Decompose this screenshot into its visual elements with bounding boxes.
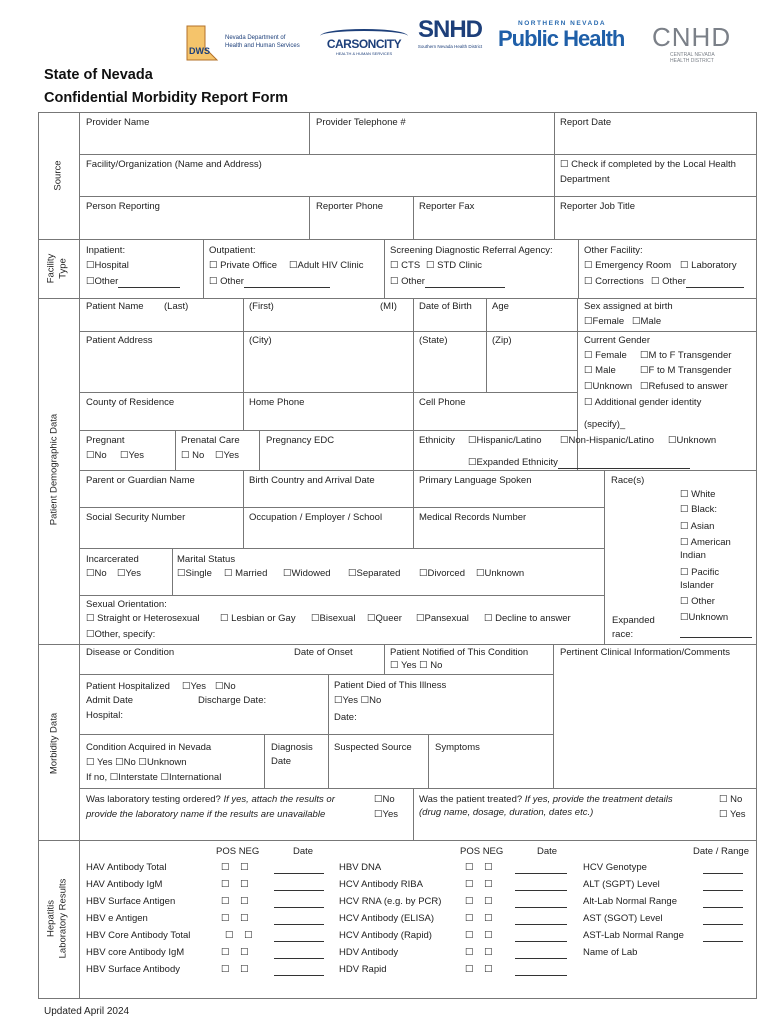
hep-pos-neg-checkboxes[interactable]: ☐ ☐ [225,930,257,941]
acquired-if-no-checkboxes[interactable]: If no, ☐Interstate ☐International [86,772,222,783]
hep-result-label: HCV Genotype [583,862,647,873]
hep-test-label: HBV Surface Antibody [86,964,180,975]
discharge-date-label[interactable]: Discharge Date: [198,695,267,706]
race-american-indian-checkbox[interactable]: ☐ American [680,537,731,548]
suspected-source-label[interactable]: Suspected Source [334,742,412,753]
prenatal-yes-checkbox[interactable]: ☐Yes [215,450,240,461]
hospitalized-no-checkbox[interactable]: ☐No [215,681,236,692]
marital-divorced-checkbox[interactable]: ☐Divorced [419,568,466,579]
hispanic-checkbox[interactable]: ☐Hispanic/Latino [468,435,542,446]
marital-status-label: Marital Status [177,554,236,565]
mi-label: (MI) [380,301,397,312]
gender-female-checkbox[interactable]: ☐ Female [584,350,627,361]
orientation-bisexual-checkbox[interactable]: ☐Bisexual [311,613,356,624]
disease-label[interactable]: Disease or Condition [86,647,175,658]
hospitalized-label: Patient Hospitalized [86,681,170,692]
col2-date-header: Date [537,846,558,857]
person-reporting-label[interactable]: Person Reporting [86,201,160,212]
hep-result-field[interactable] [703,873,743,874]
col1-date-header: Date [293,846,314,857]
hospital-name-label[interactable]: Hospital: [86,710,123,721]
hep-test-label: HCV Antibody (Rapid) [339,930,432,941]
gender-refused-checkbox[interactable]: ☐Refused to answer [640,381,728,392]
hep-date-field[interactable] [274,958,324,959]
form-title: Confidential Morbidity Report Form [44,90,289,106]
mrn-label[interactable]: Medical Records Number [419,512,527,523]
lab-testing-question-text: Was laboratory testing ordered? [86,794,224,805]
hep-pos-neg-checkboxes[interactable]: ☐ ☐ [221,964,253,975]
hep-test-label: HBV Core Antibody Total [86,930,191,941]
screening-other-checkbox[interactable] [390,275,505,288]
age-label[interactable]: Age [492,301,509,312]
gender-specify-field[interactable]: (specify)_ [584,419,626,430]
marital-unknown-checkbox[interactable]: ☐Unknown [476,568,525,579]
hep-date-field[interactable] [515,941,567,942]
ethnicity-unknown-checkbox[interactable]: ☐Unknown [668,435,717,446]
incarcerated-label: Incarcerated [86,554,139,565]
gender-mtf-checkbox[interactable]: ☐M to F Transgender [640,350,732,361]
local-health-checkbox[interactable]: ☐ Check if completed by the Local Health [560,159,736,170]
cell-phone-label[interactable]: Cell Phone [419,397,466,408]
nnph-top-text: NORTHERN NEVADA [518,20,607,27]
other-facility-label: Other Facility: [584,245,643,256]
orientation-straight-checkbox[interactable]: ☐ Straight or Heterosexual [86,613,200,624]
race-unknown-checkbox[interactable]: ☐Unknown [680,612,729,623]
state-label: (State) [419,335,448,346]
hep-date-field[interactable] [274,907,324,908]
race-black-checkbox[interactable]: ☐ Black: [680,504,718,515]
expanded-race-label: Expanded [612,615,655,626]
hep-date-field[interactable] [515,958,567,959]
ethnicity-label: Ethnicity [419,435,455,446]
acquired-nevada-checkboxes[interactable]: ☐ Yes ☐No ☐Unknown [86,757,187,768]
gender-ftm-checkbox[interactable]: ☐F to M Transgender [640,365,732,376]
hep-date-field[interactable] [274,890,324,891]
pregnant-no-checkbox[interactable]: ☐No [86,450,107,461]
other-facility-other-checkbox[interactable] [651,275,744,288]
lab-testing-question [86,793,335,806]
race-asian-checkbox[interactable]: ☐ Asian [680,521,715,532]
dhhs-logo [183,20,313,64]
reporter-job-label[interactable]: Reporter Job Title [560,201,635,212]
private-office-checkbox[interactable]: ☐ Private Office [209,260,278,271]
screening-label: Screening Diagnostic Referral Agency: [390,245,553,256]
expanded-ethnicity-text: ☐Expanded Ethnicity [468,457,558,468]
city-label: (City) [249,335,272,346]
col1-pos-neg-header: POS NEG [216,846,260,857]
provider-name-label[interactable]: Provider Name [86,117,150,128]
sex-female-checkbox[interactable]: ☐Female [584,316,625,327]
local-health-checkbox-line2: Department [560,174,610,185]
died-date-label[interactable]: Date: [334,712,357,723]
hep-pos-neg-checkboxes[interactable]: ☐ ☐ [465,930,497,941]
col2-pos-neg-header: POS NEG [460,846,504,857]
cnhd-subtext-2: HEALTH DISTRICT [670,58,714,64]
race-label: Race(s) [611,475,645,486]
hep-pos-neg-checkboxes[interactable]: ☐ ☐ [221,947,253,958]
hep-date-field[interactable] [274,975,324,976]
hep-pos-neg-checkboxes[interactable]: ☐ ☐ [465,896,497,907]
cnhd-subtext-1: CENTRAL NEVADA [670,52,715,58]
cnhd-text: CNHD [652,22,732,52]
nnph-text: Public Health [498,26,625,51]
symptoms-label[interactable]: Symptoms [435,742,480,753]
section-label-hepatitis: Hepatitis [45,900,57,937]
last-name-label: (Last) [164,301,189,312]
hep-pos-neg-checkboxes[interactable]: ☐ ☐ [221,913,253,924]
outpatient-label: Outpatient: [209,245,256,256]
died-checkboxes[interactable]: ☐Yes ☐No [334,695,382,706]
nevada-state-icon [183,22,223,62]
form-title-state: State of Nevada [44,67,153,83]
race-pacific-islander-checkbox[interactable]: ☐ Pacific [680,567,720,578]
section-label-lab-results: Laboratory Results [57,878,69,959]
hep-result-field[interactable] [703,890,743,891]
diagnosis-date-label[interactable]: Diagnosis [271,742,313,753]
facility-org-label[interactable]: Facility/Organization (Name and Address) [86,159,262,170]
gender-male-checkbox[interactable]: ☐ Male [584,365,616,376]
lab-testing-no-checkbox[interactable]: ☐No [374,794,395,805]
hep-pos-neg-checkboxes[interactable]: ☐ ☐ [465,947,497,958]
prenatal-care-label: Prenatal Care [181,435,240,446]
hep-result-label: Name of Lab [583,947,638,958]
dhhs-mark [183,22,223,62]
other-facility-other-text: ☐ Other [651,276,686,287]
expanded-race-underline[interactable] [680,637,752,638]
carson-city-logo [318,22,410,62]
hep-result-label: Alt-Lab Normal Range [583,896,677,907]
snhd-logo [410,16,490,64]
treated-question [419,793,673,806]
orientation-other-checkbox[interactable]: ☐Other, specify: [86,629,156,640]
patient-address-label[interactable]: Patient Address [86,335,153,346]
race-white-checkbox[interactable]: ☐ White [680,489,716,500]
expanded-race-label-line2: race: [612,629,634,640]
lab-testing-question-italic-2: provide the laboratory name if the results are unavailable [86,809,326,820]
section-label-facility: Facility [45,253,57,284]
corrections-checkbox[interactable]: ☐ Corrections [584,276,644,287]
treated-question-text: Was the patient treated? [419,794,525,805]
section-label-demographic: Patient Demographic Data [48,413,60,526]
orientation-pansexual-checkbox[interactable]: ☐Pansexual [416,613,469,624]
patient-notified-checkboxes[interactable]: ☐ Yes ☐ No [390,660,443,671]
inpatient-other-checkbox[interactable] [86,275,180,288]
hep-result-field[interactable] [703,941,743,942]
hep-test-label: HBV DNA [339,862,382,873]
inpatient-other-text: ☐Other [86,276,119,287]
hep-result-label: AST (SGOT) Level [583,913,663,924]
footer-updated: Updated April 2024 [44,1006,130,1017]
orientation-queer-checkbox[interactable]: ☐Queer [367,613,402,624]
sex-label: Sex assigned at birth [584,301,673,312]
zip-label: (Zip) [492,335,512,346]
hep-result-label: ALT (SGPT) Level [583,879,660,890]
hep-date-field[interactable] [274,924,324,925]
treated-yes-checkbox[interactable]: ☐ Yes [719,809,746,820]
hep-test-label: HCV Antibody RIBA [339,879,423,890]
hep-pos-neg-checkboxes[interactable]: ☐ ☐ [465,964,497,975]
snhd-subtext: Southern Nevada Health District [417,44,483,49]
hep-date-field[interactable] [515,873,567,874]
hep-pos-neg-checkboxes[interactable]: ☐ ☐ [221,896,253,907]
sex-male-checkbox[interactable]: ☐Male [632,316,662,327]
emergency-room-checkbox[interactable]: ☐ Emergency Room [584,260,672,271]
marital-separated-checkbox[interactable]: ☐Separated [348,568,401,579]
non-hispanic-checkbox[interactable]: ☐Non-Hispanic/Latino [560,435,655,446]
section-label-morbidity: Morbidity Data [48,712,60,775]
race-other-checkbox[interactable]: ☐ Other [680,596,715,607]
hep-test-label: HBV Surface Antigen [86,896,176,907]
expanded-ethnicity-field[interactable] [468,456,690,469]
gender-additional-checkbox[interactable]: ☐ Additional gender identity [584,397,702,408]
hep-pos-neg-checkboxes[interactable]: ☐ ☐ [465,879,497,890]
treated-question-italic: If yes, provide the treatment details [524,794,673,805]
orientation-label: Sexual Orientation: [86,599,167,610]
hep-result-label: AST-Lab Normal Range [583,930,684,941]
dhhs-name-line1: Nevada Department of [225,35,286,41]
hep-date-field[interactable] [515,890,567,891]
orientation-decline-checkbox[interactable]: ☐ Decline to answer [484,613,571,624]
cts-checkbox[interactable]: ☐ CTS [390,260,421,271]
report-date-label[interactable]: Report Date [560,117,612,128]
section-label-source: Source [52,160,64,191]
hep-test-label: HDV Antibody [339,947,399,958]
reporter-fax-label[interactable]: Reporter Fax [419,201,475,212]
first-name-label: (First) [249,301,274,312]
hep-test-label: HCV Antibody (ELISA) [339,913,435,924]
pregnancy-edc-label[interactable]: Pregnancy EDC [266,435,335,446]
outpatient-other-checkbox[interactable] [209,275,330,288]
race-pacific-islander-line2: Islander [680,580,714,591]
marital-married-checkbox[interactable]: ☐ Married [224,568,268,579]
hep-date-field[interactable] [515,924,567,925]
occupation-label[interactable]: Occupation / Employer / School [249,512,383,523]
hospitalized-yes-checkbox[interactable]: ☐Yes [182,681,207,692]
patient-name-label[interactable]: Patient Name [86,301,144,312]
language-label[interactable]: Primary Language Spoken [419,475,532,486]
patient-notified-label: Patient Notified of This Condition [390,647,529,658]
adult-hiv-checkbox[interactable]: ☐Adult HIV Clinic [289,260,364,271]
laboratory-checkbox[interactable]: ☐ Laboratory [680,260,737,271]
treated-question-italic-2: (drug name, dosage, duration, dates etc.) [419,807,594,818]
inpatient-label: Inpatient: [86,245,126,256]
hep-test-label: HCV RNA (e.g. by PCR) [339,896,442,907]
pregnant-yes-checkbox[interactable]: ☐Yes [120,450,145,461]
hep-date-field[interactable] [515,975,567,976]
gender-unknown-checkbox[interactable]: ☐Unknown [584,381,633,392]
treated-no-checkbox[interactable]: ☐ No [719,794,743,805]
screening-other-text: ☐ Other [390,276,425,287]
ssn-label[interactable]: Social Security Number [86,512,186,523]
nnph-logo [498,20,636,62]
admit-date-label[interactable]: Admit Date [86,695,133,706]
hospital-checkbox[interactable]: ☐Hospital [86,260,129,271]
hep-test-label: HAV Antibody Total [86,862,167,873]
guardian-label[interactable]: Parent or Guardian Name [86,475,195,486]
birth-country-label[interactable]: Birth Country and Arrival Date [249,475,375,486]
std-clinic-checkbox[interactable]: ☐ STD Clinic [426,260,483,271]
hep-date-field[interactable] [274,873,324,874]
hep-pos-neg-checkboxes[interactable]: ☐ ☐ [465,862,497,873]
home-phone-label[interactable]: Home Phone [249,397,305,408]
hep-test-label: HBV core Antibody IgM [86,947,185,958]
hep-test-label: HDV Rapid [339,964,387,975]
carson-city-subtext: HEALTH & HUMAN SERVICES [335,50,393,56]
incarcerated-no-checkbox[interactable]: ☐No [86,568,107,579]
died-label: Patient Died of This Illness [334,680,447,691]
pertinent-info-label[interactable]: Pertinent Clinical Information/Comments [560,647,731,658]
dhhs-name-line2: Health and Human Services [225,43,300,49]
reporter-phone-label[interactable]: Reporter Phone [316,201,384,212]
current-gender-label: Current Gender [584,335,651,346]
hep-pos-neg-checkboxes[interactable]: ☐ ☐ [221,862,253,873]
prenatal-no-checkbox[interactable]: ☐ No [181,450,205,461]
marital-single-checkbox[interactable]: ☐Single [177,568,212,579]
hep-pos-neg-checkboxes[interactable]: ☐ ☐ [465,913,497,924]
hep-test-label: HBV e Antigen [86,913,148,924]
hep-result-field[interactable] [703,924,743,925]
orientation-lesbian-checkbox[interactable]: ☐ Lesbian or Gay [220,613,296,624]
lab-testing-question-italic: If yes, attach the results or [223,794,335,805]
snhd-text: SNHD [417,16,482,43]
treated-question-line2 [419,806,593,819]
hep-date-field[interactable] [274,941,324,942]
county-label[interactable]: County of Residence [86,397,175,408]
onset-date-label[interactable]: Date of Onset [294,647,353,658]
section-label-type: Type [57,258,69,279]
provider-phone-label[interactable]: Provider Telephone # [316,117,406,128]
outpatient-other-text: ☐ Other [209,276,244,287]
hep-test-label: HAV Antibody IgM [86,879,163,890]
diagnosis-date-label-line2: Date [271,756,292,767]
race-american-indian-line2: Indian [680,550,706,561]
marital-widowed-checkbox[interactable]: ☐Widowed [283,568,331,579]
carson-city-text: CARSONCITY [326,36,402,51]
lab-testing-question-line2 [86,808,325,821]
hep-date-field[interactable] [515,907,567,908]
cnhd-logo [652,22,744,76]
col3-date-range-header: Date / Range [693,846,749,857]
dob-label[interactable]: Date of Birth [419,301,472,312]
hep-result-field[interactable] [703,907,743,908]
incarcerated-yes-checkbox[interactable]: ☐Yes [117,568,142,579]
acquired-nevada-label: Condition Acquired in Nevada [86,742,212,753]
dhhs-mark-text: DWS [189,46,210,56]
pregnant-label: Pregnant [86,435,125,446]
lab-testing-yes-checkbox[interactable]: ☐Yes [374,809,399,820]
hep-pos-neg-checkboxes[interactable]: ☐ ☐ [221,879,253,890]
